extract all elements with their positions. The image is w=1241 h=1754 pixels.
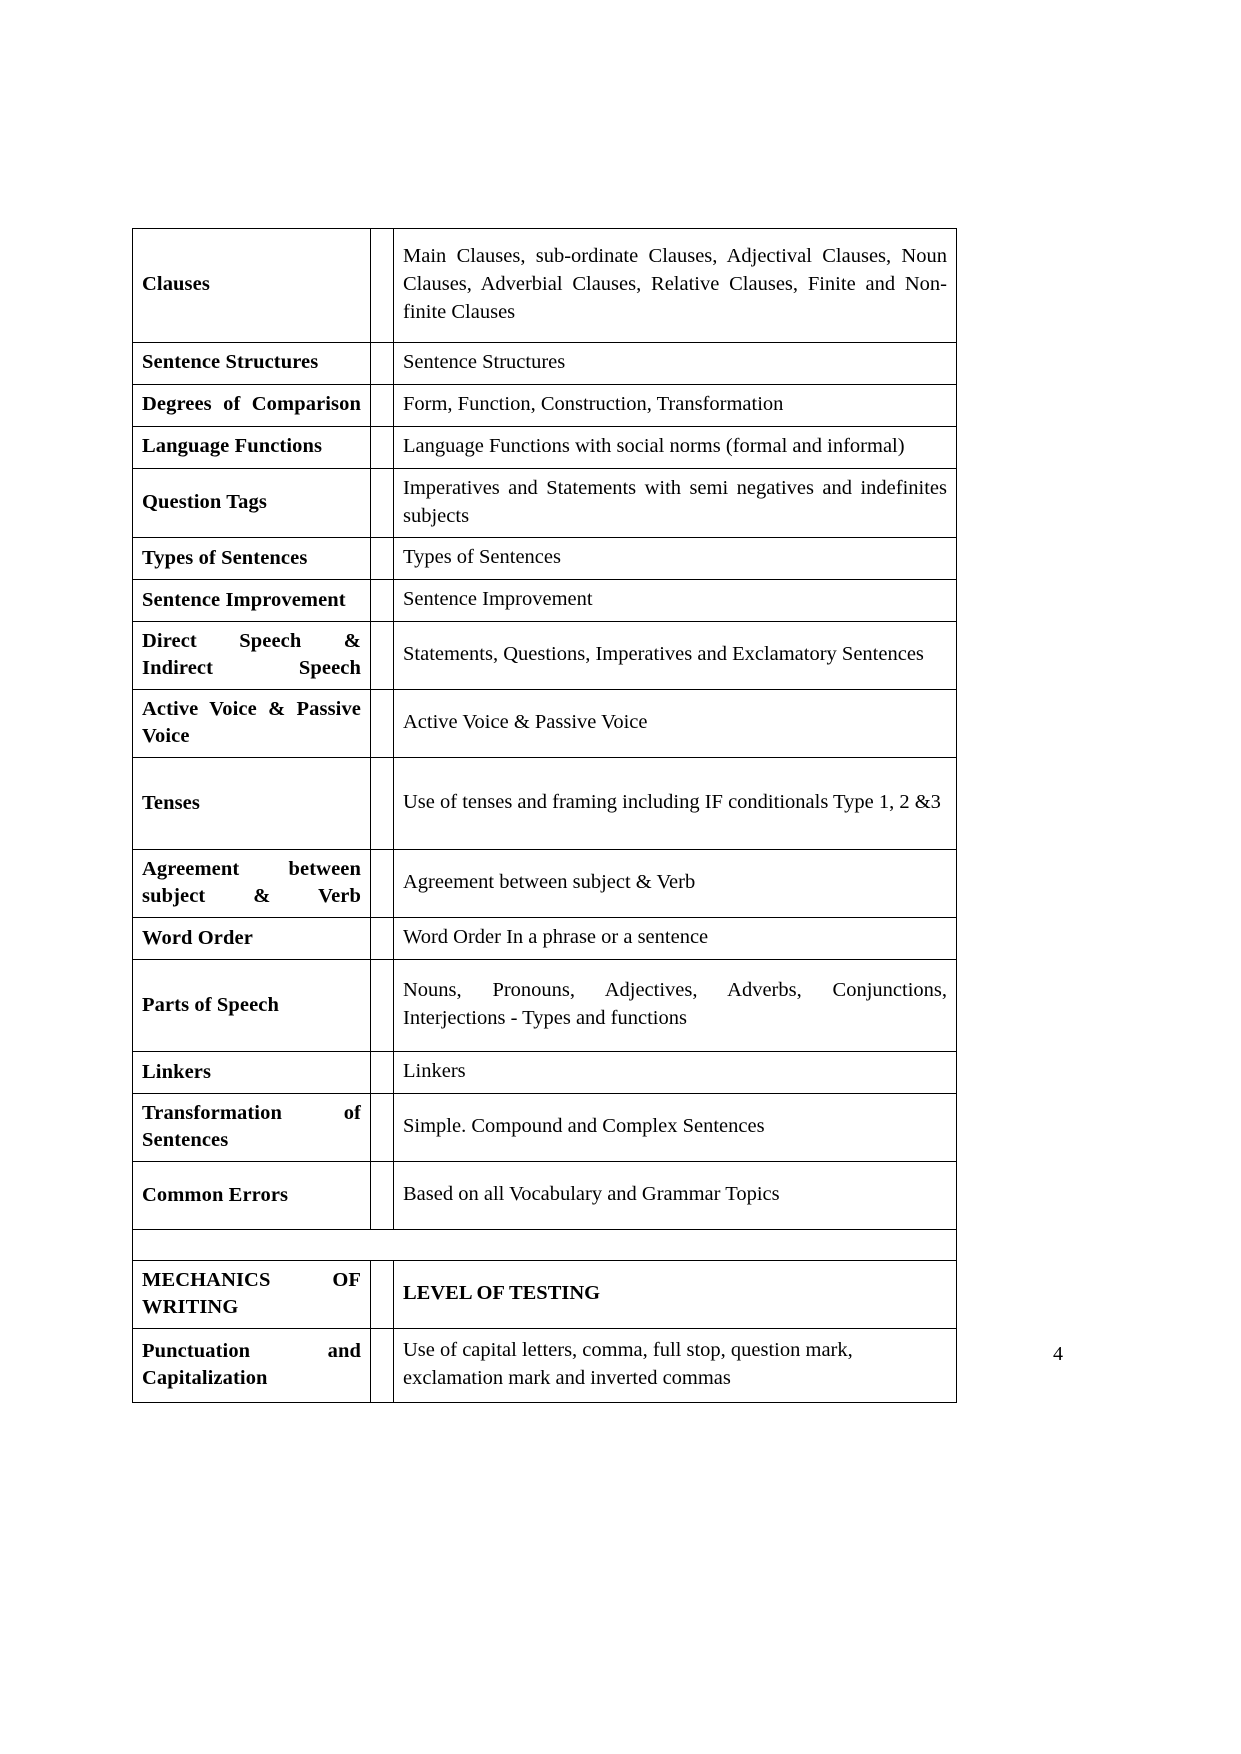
divider-cell	[371, 468, 394, 538]
topic-label-cell: Agreement between subject & Verb	[133, 850, 371, 918]
divider-cell	[371, 758, 394, 850]
divider-cell	[371, 343, 394, 385]
divider-cell	[371, 384, 394, 426]
table-row	[133, 1329, 957, 1403]
topic-label-cell: Sentence Improvement	[133, 580, 371, 622]
table-row	[133, 343, 957, 385]
topic-label-cell: Active Voice & Passive Voice	[133, 690, 371, 758]
topic-description-cell: LEVEL OF TESTING	[394, 1261, 957, 1329]
topic-label-cell: Parts of Speech	[133, 960, 371, 1052]
topic-description-cell: Statements, Questions, Imperatives and Exclamatory Sentences	[394, 622, 957, 690]
topic-description-cell: Sentence Improvement	[394, 580, 957, 622]
topic-description-cell: Active Voice & Passive Voice	[394, 690, 957, 758]
topic-description-cell: Use of tenses and framing including IF conditionals Type 1, 2 &3	[394, 758, 957, 850]
topic-description-cell: Linkers	[394, 1052, 957, 1094]
divider-cell	[371, 1052, 394, 1094]
syllabus-table	[132, 228, 957, 1403]
divider-cell	[371, 918, 394, 960]
topic-label-cell: Linkers	[133, 1052, 371, 1094]
topic-label-cell: Tenses	[133, 758, 371, 850]
table-row	[133, 468, 957, 538]
page-number: 4	[1053, 1343, 1063, 1365]
topic-label-cell: Types of Sentences	[133, 538, 371, 580]
topic-label-cell: Punctuation and Capitalization	[133, 1329, 371, 1403]
topic-label-cell: Word Order	[133, 918, 371, 960]
topic-description-cell: Nouns, Pronouns, Adjectives, Adverbs, Conjunctions, Interjections - Types and functions	[394, 960, 957, 1052]
divider-cell	[371, 960, 394, 1052]
table-row	[133, 690, 957, 758]
divider-cell	[371, 690, 394, 758]
table-row	[133, 1162, 957, 1230]
divider-cell	[371, 1329, 394, 1403]
table-row	[133, 538, 957, 580]
topic-label-cell: MECHANICS OF WRITING	[133, 1261, 371, 1329]
syllabus-table-body	[133, 229, 957, 1403]
table-row	[133, 1261, 957, 1329]
topic-description-cell: Sentence Structures	[394, 343, 957, 385]
table-row	[133, 229, 957, 343]
topic-description-cell: Main Clauses, sub-ordinate Clauses, Adjectival Clauses, Noun Clauses, Adverbial Clauses, Relative Clauses, Finite and Non-finite Clauses	[394, 229, 957, 343]
topic-label-cell: Sentence Structures	[133, 343, 371, 385]
topic-description-cell: Use of capital letters, comma, full stop, question mark, exclamation mark and inverted commas	[394, 1329, 957, 1403]
topic-description-cell: Imperatives and Statements with semi negatives and indefinites subjects	[394, 468, 957, 538]
divider-cell	[371, 1094, 394, 1162]
table-row	[133, 580, 957, 622]
topic-description-cell: Agreement between subject & Verb	[394, 850, 957, 918]
table-row	[133, 960, 957, 1052]
divider-cell	[371, 622, 394, 690]
topic-label-cell: Direct Speech & Indirect Speech	[133, 622, 371, 690]
topic-description-cell: Form, Function, Construction, Transformation	[394, 384, 957, 426]
divider-cell	[371, 1261, 394, 1329]
topic-label-cell: Language Functions	[133, 426, 371, 468]
topic-label-cell: Transformation of Sentences	[133, 1094, 371, 1162]
table-row	[133, 622, 957, 690]
topic-description-cell: Types of Sentences	[394, 538, 957, 580]
divider-cell	[371, 1162, 394, 1230]
table-row	[133, 1094, 957, 1162]
table-row	[133, 918, 957, 960]
table-row	[133, 850, 957, 918]
table-spacer-cell	[133, 1230, 957, 1261]
topic-label-cell: Degrees of Comparison	[133, 384, 371, 426]
divider-cell	[371, 426, 394, 468]
topic-description-cell: Simple. Compound and Complex Sentences	[394, 1094, 957, 1162]
topic-label-cell: Clauses	[133, 229, 371, 343]
divider-cell	[371, 229, 394, 343]
table-spacer-row	[133, 1230, 957, 1261]
divider-cell	[371, 580, 394, 622]
topic-label-cell: Question Tags	[133, 468, 371, 538]
divider-cell	[371, 850, 394, 918]
divider-cell	[371, 538, 394, 580]
topic-label-cell: Common Errors	[133, 1162, 371, 1230]
topic-description-cell: Language Functions with social norms (formal and informal)	[394, 426, 957, 468]
table-row	[133, 1052, 957, 1094]
table-row	[133, 426, 957, 468]
topic-description-cell: Word Order In a phrase or a sentence	[394, 918, 957, 960]
topic-description-cell: Based on all Vocabulary and Grammar Topics	[394, 1162, 957, 1230]
table-row	[133, 758, 957, 850]
table-row	[133, 384, 957, 426]
